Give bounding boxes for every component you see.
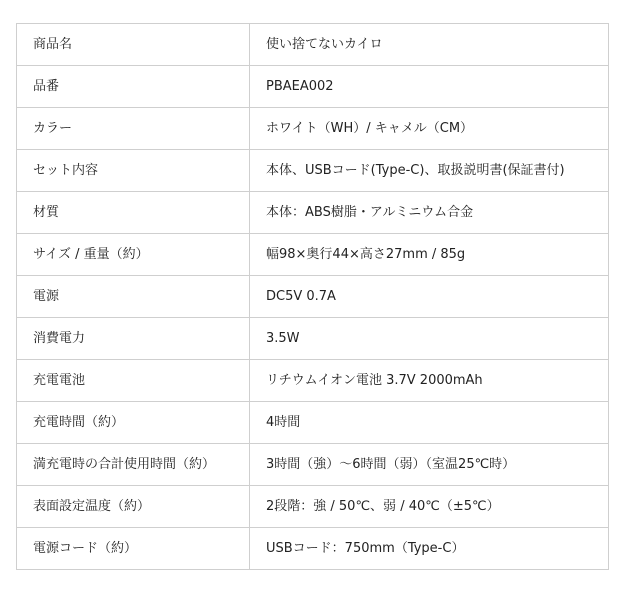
- row-value: 4時間: [250, 402, 609, 444]
- table-row: [17, 234, 609, 276]
- row-value: DC5V 0.7A: [250, 276, 609, 318]
- row-value: 2段階：強 / 50℃、弱 / 40℃（±5℃）: [250, 486, 609, 528]
- table-row: [17, 360, 609, 402]
- table-row: [17, 444, 609, 486]
- table-row: [17, 528, 609, 570]
- row-value: 本体、USBコード(Type-C)、取扱説明書(保証書付): [250, 150, 609, 192]
- table-row: [17, 276, 609, 318]
- table-row: [17, 486, 609, 528]
- row-label: セット内容: [17, 150, 250, 192]
- row-label: 充電時間（約）: [17, 402, 250, 444]
- row-label: 消費電力: [17, 318, 250, 360]
- row-label: サイズ / 重量（約）: [17, 234, 250, 276]
- row-label: 材質: [17, 192, 250, 234]
- row-label: 電源コード（約）: [17, 528, 250, 570]
- row-label: 電源: [17, 276, 250, 318]
- row-label: カラー: [17, 108, 250, 150]
- row-value: USBコード：750mm（Type-C）: [250, 528, 609, 570]
- row-value: リチウムイオン電池 3.7V 2000mAh: [250, 360, 609, 402]
- table-row: [17, 108, 609, 150]
- table-row: [17, 318, 609, 360]
- table-row: [17, 24, 609, 66]
- row-value: 使い捨てないカイロ: [250, 24, 609, 66]
- table-row: [17, 66, 609, 108]
- table-row: [17, 192, 609, 234]
- row-label: 充電電池: [17, 360, 250, 402]
- row-label: 商品名: [17, 24, 250, 66]
- row-value: 幅98×奥行44×高さ27mm / 85g: [250, 234, 609, 276]
- row-label: 満充電時の合計使用時間（約）: [17, 444, 250, 486]
- row-label: 品番: [17, 66, 250, 108]
- row-value: 3.5W: [250, 318, 609, 360]
- row-label: 表面設定温度（約）: [17, 486, 250, 528]
- row-value: 本体：ABS樹脂・アルミニウム合金: [250, 192, 609, 234]
- row-value: 3時間（強）～6時間（弱）（室温25℃時）: [250, 444, 609, 486]
- table-row: [17, 150, 609, 192]
- row-value: PBAEA002: [250, 66, 609, 108]
- table-row: [17, 402, 609, 444]
- row-value: ホワイト（WH）/ キャメル（CM）: [250, 108, 609, 150]
- spec-table: [16, 23, 609, 570]
